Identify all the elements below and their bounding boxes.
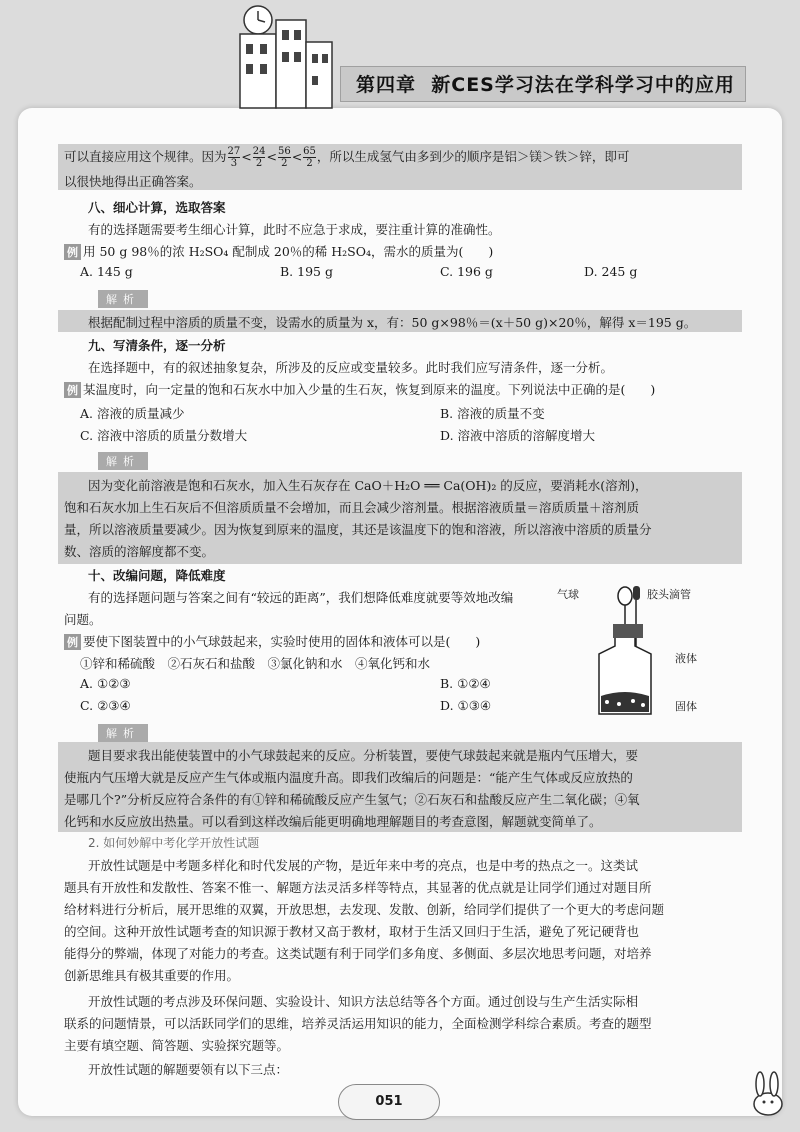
analysis-tag: 解析 [98, 724, 148, 742]
building-clock-illustration [230, 2, 350, 112]
page-number: 051 [338, 1084, 440, 1120]
fraction-1: $\frac{27}{3}$ [227, 146, 241, 169]
option-a: A. 145 g [80, 264, 133, 279]
option-c: C. ②③④ [80, 698, 131, 713]
section-10-desc-line: 问题。 [64, 612, 102, 627]
example-tag: 例 [64, 244, 81, 260]
analysis-tag: 解析 [98, 290, 148, 308]
intro-line-1: 可以直接应用这个规律。因为 $\frac{27}{3}$ < $\frac{24}{2}$ < $\frac{56}{2}$ < $\frac{65}{2}$ ，所以生成氢气由多到少的顺序是铝＞镁＞铁＞锌，即可 [64, 146, 630, 169]
section-10-desc-line: 有的选择题问题与答案之间有“较远的距离”，我们想降低难度就要等效地改编 [88, 590, 514, 605]
label-solid: 固体 [675, 700, 697, 713]
part-2-para1-line: 题具有开放性和发散性、答案不惟一、解题方法灵活多样等特点，其显著的优点就是让同学们通过对题目所 [64, 880, 652, 895]
label-liquid: 液体 [675, 652, 697, 665]
fraction-2: $\frac{24}{2}$ [252, 146, 266, 169]
analysis-tag: 解析 [98, 452, 148, 470]
section-9-heading: 九、写清条件，逐一分析 [88, 338, 226, 353]
part-2-para2-line: 开放性试题的考点涉及环保问题、实验设计、知识方法总结等各个方面。通过创设与生产生活实际相 [88, 994, 639, 1009]
option-a: A. ①②③ [80, 676, 131, 691]
section-9-analysis-line: 因为变化前溶液是饱和石灰水，加入生石灰存在 CaO＋H₂O ══ Ca(OH)₂ 的反应，要消耗水(溶剂)， [88, 478, 648, 493]
option-c: C. 196 g [440, 264, 493, 279]
section-9-analysis-line: 数、溶质的溶解度都不变。 [64, 544, 215, 559]
option-d: D. 245 g [584, 264, 638, 279]
section-10-heading: 十、改编问题，降低难度 [88, 568, 226, 583]
part-2-para2-line: 主要有填空题、简答题、实验探究题等。 [64, 1038, 290, 1053]
example-tag: 例 [64, 634, 81, 650]
part-2-para1-line: 的空间。这种开放性试题考查的知识源于教材又高于教材，取材于生活又回归于生活，避免了死记硬背也 [64, 924, 640, 939]
label-dropper: 胶头滴管 [647, 588, 691, 601]
option-d: D. 溶液中溶质的溶解度增大 [440, 428, 596, 443]
section-10-analysis-line: 是哪几个?”分析反应符合条件的有①锌和稀硫酸反应产生氢气；②石灰石和盐酸反应产生二氧化碳；④氧 [64, 792, 640, 807]
part-2-para1-line: 开放性试题是中考题多样化和时代发展的产物，是近年来中考的亮点，也是中考的热点之一。这类试 [88, 858, 639, 873]
section-8-analysis: 根据配制过程中溶质的质量不变，设需水的质量为 x，有：50 g×98％＝(x＋50 g)×20％，解得 x＝195 g。 [88, 315, 697, 330]
section-8-heading: 八、细心计算，选取答案 [88, 200, 226, 215]
part-2-para1-line: 能得分的弊端，体现了对能力的考查。这类试题有利于同学们多角度、多侧面、多层次地思考问题，对培养 [64, 946, 652, 961]
option-a: A. 溶液的质量减少 [80, 406, 185, 421]
part-2-subheading: 2. 如何妙解中考化学开放性试题 [88, 836, 260, 850]
intro-line-2: 以很快地得出正确答案。 [64, 174, 202, 189]
section-8-desc: 有的选择题需要考生细心计算，此时不应急于求成，要注重计算的准确性。 [88, 222, 501, 237]
label-balloon: 气球 [557, 588, 579, 601]
section-10-choices: ①锌和稀硫酸 ②石灰石和盐酸 ③氯化钠和水 ④氧化钙和水 [80, 656, 431, 671]
part-2-para1-line: 创新思维具有极其重要的作用。 [64, 968, 240, 983]
fraction-3: $\frac{56}{2}$ [277, 146, 291, 169]
section-9-question: 例 某温度时，向一定量的饱和石灰水中加入少量的生石灰，恢复到原来的温度。下列说法中正确的是( ) [64, 380, 655, 398]
option-c: C. 溶液中溶质的质量分数增大 [80, 428, 248, 443]
example-tag: 例 [64, 382, 81, 398]
rabbit-decoration-icon [740, 1070, 790, 1120]
part-2-para1-line: 给材料进行分析后，展开思维的双翼，开放思想，去发现、发散、创新，给同学们提供了一个更大的考虑问题 [64, 902, 665, 917]
section-9-analysis-line: 量，所以溶液质量要减少。因为恢复到原来的温度，其还是该温度下的饱和溶液，所以溶液中溶质的质量分 [64, 522, 652, 537]
fraction-4: $\frac{65}{2}$ [303, 146, 316, 169]
section-8-question: 例 用 50 g 98％的浓 H₂SO₄ 配制成 20％的稀 H₂SO₄，需水的质量为( ) [64, 242, 493, 260]
section-10-question: 例 要使下图装置中的小气球鼓起来，实验时使用的固体和液体可以是( ) [64, 632, 480, 650]
section-10-analysis-line: 题目要求我出能使装置中的小气球鼓起来的反应。分析装置，要使气球鼓起来就是瓶内气压增大，要 [88, 748, 639, 763]
section-10-analysis-line: 使瓶内气压增大就是反应产生气体或瓶内温度升高。即我们改编后的问题是：“能产生气体或反应放热的 [64, 770, 633, 785]
option-d: D. ①③④ [440, 698, 492, 713]
part-2-para3: 开放性试题的解题要领有以下三点： [88, 1062, 289, 1077]
option-b: B. 溶液的质量不变 [440, 406, 545, 421]
option-b: B. 195 g [280, 264, 333, 279]
option-b: B. ①②④ [440, 676, 491, 691]
section-10-analysis-line: 化钙和水反应放出热量。可以看到这样改编后能更明确地理解题目的考查意图，解题就变简单了。 [64, 814, 602, 829]
section-9-analysis-line: 饱和石灰水加上生石灰后不但溶质质量不会增加，而且会减少溶剂量。根据溶液质量＝溶质质量＋溶剂质 [64, 500, 640, 515]
chapter-number: 第四章 [356, 74, 417, 96]
section-9-desc: 在选择题中，有的叙述抽象复杂，所涉及的反应或变量较多。此时我们应写清条件，逐一分析。 [88, 360, 614, 375]
part-2-para2-line: 联系的问题情景，可以活跃同学们的思维，培养灵活运用知识的能力，全面检测学科综合素质。考查的题型 [64, 1016, 652, 1031]
flask-apparatus-drawing [585, 584, 665, 720]
chapter-name: 新CES学习法在学科学习中的应用 [431, 74, 735, 96]
chapter-title [356, 70, 735, 97]
apparatus-figure [557, 584, 697, 724]
